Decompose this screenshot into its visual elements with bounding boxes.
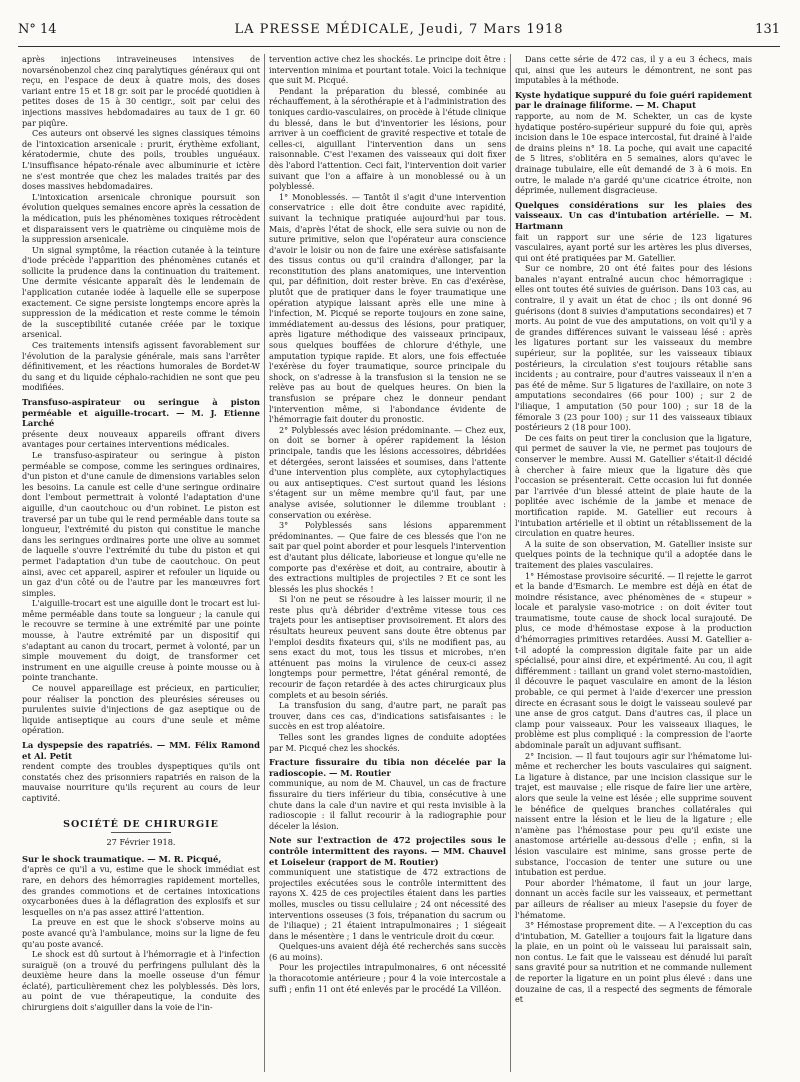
paragraph: Pendant la préparation du blessé, combinée au réchauffement, à la sérothérapie et à l'administration des toniques cardio-vasculaires, on procède à l'étude clinique du blessé, dans le but d'inventorier les lésions, pour arriver à un coefficient de gravité respective et totale de celles-ci, aiguillant l'intervention dans un sens raisonnable. C'est l'examen des vaisseaux qui doit fixer dès l'abord l'attention. Ceci fait, l'intervention doit varier suivant que l'on a affaire à un monoblessé ou à un polyblessé.: [269, 85, 506, 192]
paragraph: Dans cette série de 472 cas, il y a eu 3 échecs, mais qui, ainsi que les auteurs le démontrent, ne sont pas imputables à la méthode.: [515, 54, 752, 86]
paragraph: Si l'on ne peut se résoudre à les laisser mourir, il ne reste plus qu'à débrider d'extrême vitesse tous ces trajets pour les antiseptiser provisoirement. Et alors des résultats heureux peuvent sans doute être obtenus par l'emploi desdits fixateurs qui, s'ils ne modifient pas, au sens exact du mot, tous les tissus et microbes, n'en atténuent pas moins la virulence de ceux-ci assez longtemps pour permettre, l'état général remonté, de recourir de façon retardée à des actes chirurgicaux plus complets et au besoin sériés.: [269, 594, 506, 700]
column-2: [264, 54, 510, 1072]
section-date: 27 Février 1918.: [106, 837, 176, 848]
paragraph: L'intoxication arsenicale chronique poursuit son évolution quelques semaines encore après la cessation de la médication, puis les phénomènes toxiques rétrocèdent et disparaissent vers le quatrième ou cinquième mois de la suppression arsenicale.: [22, 191, 260, 245]
section-title: SOCIÉTÉ DE CHIRURGIE: [63, 818, 219, 830]
article-heading: La dyspepsie des rapatriés. — MM. Félix Ramond et Al. Petit: [22, 740, 260, 761]
paragraph: 1° Monoblessés. — Tantôt il s'agit d'une intervention conservatrice : elle doit être conduite avec rapidité, suivant la technique pratiquée aujourd'hui par tous. Mais, d'après l'état de shock, elle sera suivie ou non de suture primitive, selon que l'opérateur aura conscience d'avoir le loisir ou non de faire une exérèse satisfaisante des tissus contus ou qu'il craindra d'allonger, par la reconstitution des plans anatomiques, une intervention qui, par définition, doit rester brève. En cas d'exérèse, plutôt que de pratiquer dans le foyer traumatique une opération atypique laissant après elle une mine à l'infection, M. Picqué se reporte toujours en zone saine, immédiatement au-dessus des lésions, pour pratiquer, après ligature méthodique des vaisseaux principaux, sous quelques bouffées de chlorure d'éthyle, une amputation typique rapide. Et alors, une fois effectuée l'exérèse du foyer traumatique, source principale du shock, on s'adresse à la transfusion si la tension ne se relève pas au bout de quelques heures. On bien la transfusion se prépare chez le donneur pendant l'intervention même, si l'abondance évidente de l'hémorragie fait douter du pronostic.: [269, 191, 506, 425]
paragraph: 1° Hémostase provisoire sécurité. — Il rejette le garrot et la bande d'Esmarch. Le membre est déjà en état de moindre résistance, avec phénomènes de « stupeur » locale et paralysie vaso-motrice : on doit éviter tout traumatisme, toute cause de shock local surajouté. De plus, ce mode d'hémostase expose à la production d'hémorragies primitives retardées. Aussi M. Gatellier a-t-il adopté la compression digitale faite par un aide spécialisé, pour ainsi dire, et expérimenté. Au cou, il agit différemment : taillant un grand volet sterno-mastoïdien, il découvre le paquet vasculaire en amont de la lésion probable, ce qui permet à l'aide d'exercer une pression directe en écrasant sous le doigt le vaisseau soulevé par une anse de gros catgut. Dans d'autres cas, il place un clamp pour vaisseaux. Pour les vaisseaux iliaques, le problème est plus compliqué : la compression de l'aorte abdominale paraît un adjuvant suffisant.: [515, 570, 752, 750]
paragraph: La preuve en est que le shock s'observe moins au poste avancé qu'à l'ambulance, moins sur la ligne de feu qu'au poste avancé.: [22, 917, 260, 949]
paragraph: Un signal symptôme, la réaction cutanée à la teinture d'iode précède l'apparition des phénomènes cutanés et sollicite la prudence dans la continuation du traitement. Une dermite vésicante apparaît dès le lendemain de l'application cutanée iodée à laquelle elle se superpose exactement. Ce signe persiste longtemps encore après la suppression de la médication et reste comme le témoin de la susceptibilité cutanée créée par le toxique arsenical.: [22, 244, 260, 340]
paragraph: Pour les projectiles intrapulmonaires, 6 ont nécessité la thoracotomie antérieure ; pour 4 la voie intercostale a suffi ; enfin 11 ont été enlevés par le procédé La Villéon.: [269, 962, 506, 994]
journal-title: LA PRESSE MÉDICALE, Jeudi, 7 Mars 1918: [234, 22, 564, 37]
section-rule: [111, 832, 171, 833]
paragraph: 3° Hémostase proprement dite. — A l'exception du cas d'intubation, M. Gatellier a toujours fait la ligature dans la plaie, en un point où le vaisseau lui paraissait sain, non contus. Le fait que le vaisseau est dénudé lui paraît sans gravité pour sa nutrition et ne commande nullement de reporter la ligature en un point plus élevé : dans une douzaine de cas, il a respecté des segments de fémorale et: [515, 920, 752, 1005]
paragraph: La transfusion du sang, d'autre part, ne paraît pas trouver, dans ces cas, d'indications satisfaisantes : le succès en est trop aléatoire.: [269, 700, 506, 732]
paragraph: Ces traitements intensifs agissent favorablement sur l'évolution de la paralysie générale, mais sans l'arrêter définitivement, et les réactions humorales de Bordet-W du sang et du liquide céphalo-rachidien ne sont que peu modifiées.: [22, 340, 260, 393]
article-columns: [18, 54, 782, 1072]
paragraph: d'après ce qu'il a vu, estime que le shock immédiat est rare, en dehors des hémorragies rapidement mortelles, des grandes commotions et de certaines intoxications oxycarbonées dues à la déflagration des explosifs et sur lesquelles on n'a pas assez attiré l'attention.: [22, 864, 260, 917]
article-heading: Note sur l'extraction de 472 projectiles sous le contrôle intermittent des rayons. — MM. Chauvel et Loiseleur (rapport de M. Routier): [269, 835, 506, 867]
paragraph: De ces faits on peut tirer la conclusion que la ligature, qui permet de sauver la vie, ne permet pas toujours de conserver le membre. Aussi M. Gatellier s'était-il décidé à chercher à faire mieux que la ligature dès que l'occasion se présenterait. Cette occasion lui fut donnée par l'arrivée d'un blessé atteint de plaie haute de la poplitée avec ischémie de la jambe et menace de mortification rapide. M. Gatellier eut recours à l'intubation artérielle et il obtint un rétablissement de la circulation en quatre heures.: [515, 432, 752, 539]
paragraph: communique, au nom de M. Chauvel, un cas de fracture fissuraire du tiers inférieur du tibia, consécutive à une chute dans la cale d'un navire et qui resta invisible à la radioscopie : il fallut recourir à la radiographie pour déceler la lésion.: [269, 778, 506, 831]
paragraph: fait un rapport sur une série de 123 ligatures vasculaires, ayant porté sur les artères les plus diverses, qui ont été pratiquées par M. Gatellier.: [515, 231, 752, 263]
page-number: 131: [755, 22, 780, 37]
paragraph: Ce nouvel appareillage est précieux, en particulier, pour réaliser la ponction des pleurésies séreuses ou purulentes suivie d'injections de gaz aseptique ou de liquide antiseptique au cours d'une seule et même opération.: [22, 683, 260, 736]
column-3: [510, 54, 756, 1072]
paragraph: 2° Polyblessés avec lésion prédominante. — Chez eux, on doit se borner à opérer rapidement la lésion principale, tandis que les lésions accessoires, débridées et détergées, seront laissées et soumises, dans l'attente d'une intervention plus complète, aux cytophylactiques ou aux antiseptiques. C'est surtout quand les lésions s'étagent sur un même membre qu'il faut, par une analyse avisée, solutionner le dilemme troublant : conservation ou exérèse.: [269, 424, 506, 520]
article-heading: Fracture fissuraire du tibia non décelée par la radioscopie. — M. Routier: [269, 757, 506, 778]
issue-number: N° 14: [18, 22, 57, 37]
paragraph: tervention active chez les shockés. Le principe doit être : intervention minima et pourtant totale. Voici la technique que suit M. Picqué.: [269, 54, 506, 86]
paragraph: rapporte, au nom de M. Schekter, un cas de kyste hydatique postéro-supérieur suppuré du foie qui, après incision dans le 10e espace intercostal, fut drainé à l'aide de drains pleins n° 18. La poche, qui avait une capacité de 5 litres, s'oblitéra en 5 semaines, alors qu'avec le drainage tubulaire, elle eût demandé de 3 à 6 mois. En outre, le malade n'a gardé qu'une cicatrice étroite, non déprimée, nullement disgracieuse.: [515, 110, 752, 196]
paragraph: 2° Incision. — Il faut toujours agir sur l'hématome lui-même et rechercher les bouts vasculaires qui saignent. La ligature à distance, par une incision classique sur le trajet, est mauvaise ; elle risque de faire lier une artère, alors que seule la veine est lésée ; elle supprime souvent le bénéfice de quelques branches collatérales qui naissent entre la lésion et le lieu de la ligature ; elle n'amène pas l'hémostase pour peu qu'il existe une anastomose artérielle au-dessous d'elle ; enfin, si la lésion vasculaire est minime, sans grosse perte de substance, l'occasion de tenter une suture ou une intubation est perdue.: [515, 750, 752, 878]
paragraph: Telles sont les grandes lignes de conduite adoptées par M. Picqué chez les shockés.: [269, 732, 506, 753]
article-heading: Sur le shock traumatique. — M. R. Picqué,: [22, 853, 222, 864]
page-header: [18, 20, 780, 47]
paragraph: communiquent une statistique de 472 extractions de projectiles exécutées sous le contrôle intermittent des rayons X. 425 de ces projectiles étaient dans les parties molles, muscles ou tissu cellulaire ; 24 ont nécessité des interventions osseuses (3 fois, trépanation du sacrum ou de l'iliaque) ; 21 étaient intrapulmonaires ; 1 siégeait dans le mésentère ; 1 dans le ventricule droit du cœur.: [269, 867, 506, 941]
article-heading: Quelques considérations sur les plaies des vaisseaux. Un cas d'intubation artérielle. — M. Hartmann: [515, 199, 752, 231]
paragraph: A la suite de son observation, M. Gatellier insiste sur quelques points de la technique qu'il a adoptée dans le traitement des plaies vasculaires.: [515, 538, 752, 570]
article-heading: Transfuso-aspirateur ou seringue à piston perméable et aiguille-trocart. — M. J. Etienne Larché: [22, 397, 260, 429]
paragraph: Quelques-uns avaient déjà été recherchés sans succès (6 au moins).: [269, 941, 506, 962]
paragraph: rendent compte des troubles dyspeptiques qu'ils ont constatés chez des prisonniers rapatriés en raison de la mauvaise nourriture qu'ils reçurent au cours de leur captivité.: [22, 761, 260, 803]
paragraph: Sur ce nombre, 20 ont été faites pour des lésions banales n'ayant entraîné aucun choc hémorragique : elles ont toutes été suivies de guérison. Dans 103 cas, au contraire, il y avait un état de choc ; ils ont donné 96 guérisons (dont 8 suivies d'amputations secondaires) et 7 morts. Au point de vue des amputations, on voit qu'il y a de grandes différences suivant le vaisseau lésé : après les ligatures portant sur les vaisseaux du membre supérieur, sur la poplitée, sur les vaisseaux tibiaux postérieurs, la circulation s'est toujours rétablie sans incidents ; au contraire, pour d'autres vaisseaux il n'en a pas été de même. Sur 5 ligatures de l'axillaire, on note 3 amputations secondaires (66 pour 100) ; sur 2 de l'iliaque, 1 amputation (50 pour 100) ; sur 18 de la fémorale 3 (23 pour 100) ; sur 11 des vaisseaux tibiaux postérieurs 2 (18 pour 100).: [515, 263, 752, 433]
paragraph: Pour aborder l'hématome, il faut un jour large, donnant un accès facile sur les vaisseaux, et permettant par ailleurs de réaliser au mieux l'asepsie du foyer de l'hématome.: [515, 877, 752, 920]
paragraph: L'aiguille-trocart est une aiguille dont le trocart est lui-même perméable dans toute sa longueur ; la canule qui le recouvre se termine à une extrémité par une pointe mousse, à l'autre extrémité par un dispositif qui s'adaptant au canon du trocart, permet à volonté, par un simple mouvement du doigt, de transformer cet instrument en une aiguille creuse à pointe mousse ou à pointe tranchante.: [22, 598, 260, 683]
paragraph: Le shock est dû surtout à l'hémorragie et à l'infection suraiguë (on a trouvé du perfringens pullulant dès la deuxième heure dans la moelle osseuse d'un fémur éclaté), particulièrement chez les polyblessés. Dès lors, au point de vue thérapeutique, la conduite des chirurgiens doit s'aiguiller dans la voie de l'in-: [22, 949, 260, 1013]
paragraph: 3° Polyblessés sans lésions apparemment prédominantes. — Que faire de ces blessés que l'on ne sait par quel point aborder et pour lesquels l'intervention est d'autant plus délicate, laborieuse et longue qu'elle ne comporte pas d'exérèse et doit, au contraire, aboutir à des extractions multiples de projectiles ? Et ce sont les blessés les plus shockés !: [269, 520, 506, 594]
paragraph: après injections intraveineuses intensives de novarsénobenzol chez cinq paralytiques généraux qui ont reçu, en l'espace de deux à quatre mois, des doses variant entre 15 et 18 gr. soit par le procédé quotidien à petites doses de 15 à 30 centigr., soit par celui des injections massives hebdomadaires au taux de 1 gr. 60 par piqûre.: [22, 54, 260, 128]
paragraph: présente deux nouveaux appareils offrant divers avantages pour certaines interventions médicales.: [22, 428, 260, 450]
paragraph: Le transfuso-aspirateur ou seringue à piston perméable se compose, comme les seringues ordinaires, d'un piston et d'une canule de dimensions variables selon les besoins. La canule est celle d'une seringue ordinaire dont l'embout permettrait à volonté l'adaptation d'une aiguille, d'un caoutchouc ou d'un robinet. Le piston est traversé par un tube qui le rend perméable dans toute sa longueur, l'extrémité du piston qui constitue le manche dans les seringues ordinaires porte une olive au sommet de laquelle s'ouvre l'extrémité du tube du piston et qui permet l'adaptation d'un tube de caoutchouc. On peut ainsi, avec cet appareil, aspirer et refouler un liquide ou un gaz d'un côté ou de l'autre par les manœuvres fort simples.: [22, 449, 260, 598]
article-heading: Kyste hydatique suppuré du foie guéri rapidement par le drainage filiforme. — M. Chaput: [515, 89, 752, 111]
column-1: [18, 54, 264, 1072]
paragraph: Ces auteurs ont observé les signes classiques témoins de l'intoxication arsenicale : prurit, érythème exfoliant, kératodermie, chute des poils, troubles unguéaux. L'insuffisance hépato-rénale avec albuminurie et ictère ne s'est montrée que chez les malades traités par des doses massives hebdomadaires.: [22, 128, 260, 192]
